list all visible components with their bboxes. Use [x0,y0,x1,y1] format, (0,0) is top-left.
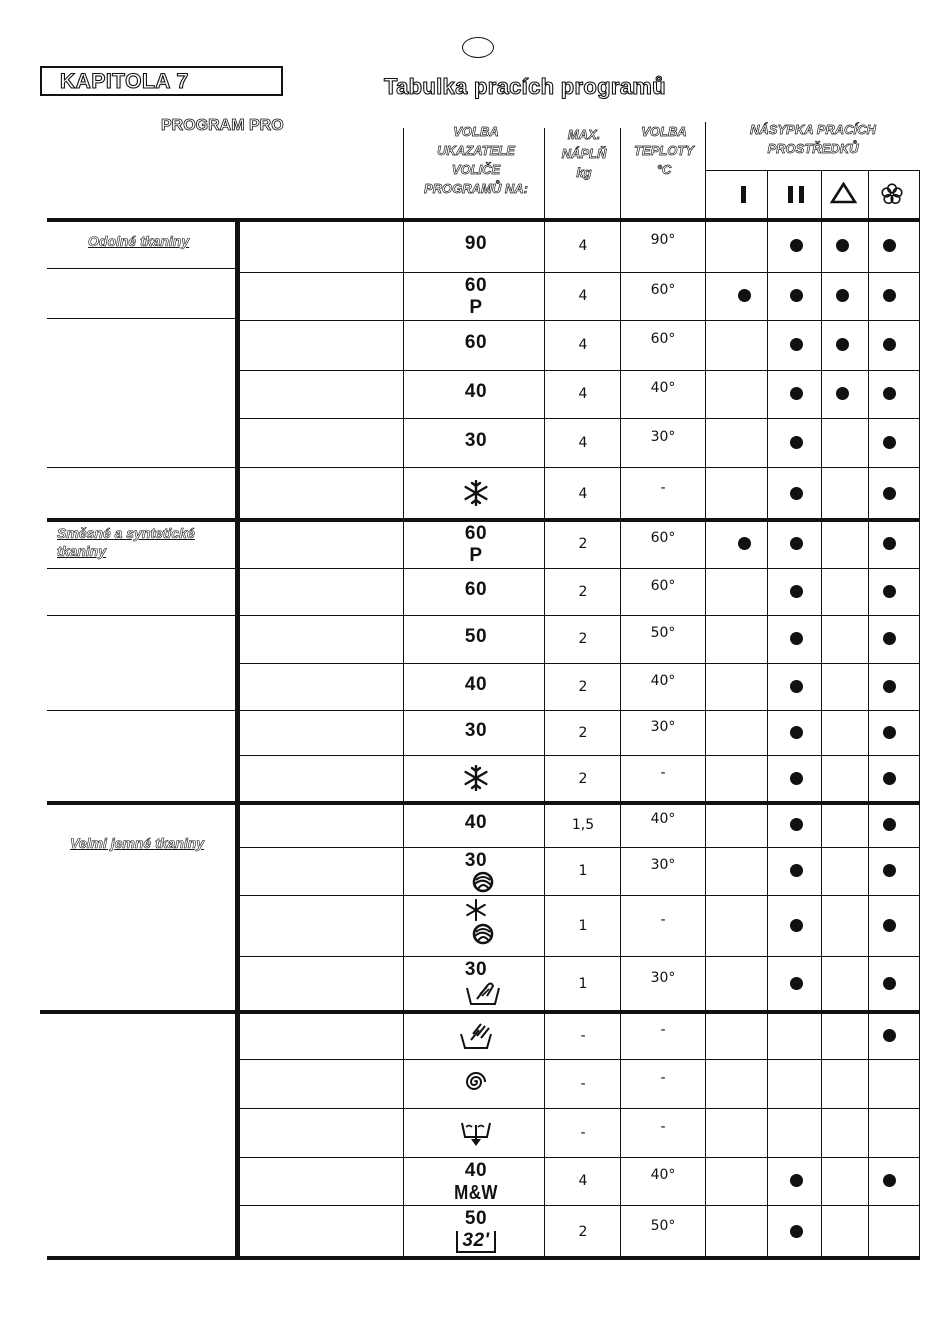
dispenser-dot [738,289,751,302]
rule-bottom [47,1256,920,1260]
dispenser-dot [790,585,803,598]
selector-position [406,524,546,568]
divider-comp-softener [868,170,869,1258]
divider-dispenser [705,122,706,1258]
temperature: 30° [650,857,676,873]
temperature: - [660,1069,666,1086]
temperature: 40° [650,1167,676,1183]
dispenser-dot [883,537,896,550]
prewash-label: P [469,297,483,318]
drain-icon [406,1119,546,1152]
selector-position [406,1022,546,1055]
selector-position [406,234,546,254]
temperature: 60° [650,282,676,298]
dispenser-dot [790,818,803,831]
max-load: - [580,1075,586,1092]
dispenser-dot [883,726,896,739]
max-load: 4 [578,238,588,254]
row-line [240,467,920,468]
compartment-II-icon-right [799,186,804,203]
max-load: 1 [578,917,588,934]
temperature-column-header: VOLBA TEPLOTY °C [634,124,694,177]
dispenser-dot [836,338,849,351]
rule-delicate [47,801,920,805]
row-line [240,370,920,371]
max-load: 2 [578,678,588,695]
row-line [240,418,920,419]
row-line [240,320,920,321]
temperature: 90° [650,232,676,248]
max-load: 1 [578,976,588,992]
divider-comp-bleach [821,170,822,1258]
dispenser-dot [883,680,896,693]
dispenser-dot [836,387,849,400]
dispenser-dot [790,1225,803,1238]
dispenser-dot [790,289,803,302]
dispenser-dot [790,726,803,739]
selector-number: 60 [464,578,488,600]
dispenser-dot [790,387,803,400]
max-load: 2 [578,771,588,787]
dispenser-dot [790,537,803,550]
selector-number: 40 [464,812,488,833]
max-load: 4 [578,386,588,402]
dispenser-dot [883,289,896,302]
dispenser-dot [883,436,896,449]
selector-position [406,1209,546,1253]
rule-top [47,218,920,222]
selector-number: 30 [464,429,488,451]
language-oval [462,37,494,58]
selector-position [406,431,546,451]
category-line [47,568,235,569]
dispenser-dot [883,585,896,598]
max-load: 4 [578,288,588,304]
row-line [240,272,920,273]
selector-position [406,960,546,1011]
dispenser-dot [883,632,896,645]
bleach-triangle-icon [830,182,857,204]
temperature: 40° [650,672,676,689]
selector-position [406,480,546,511]
selector-number: 40 [464,1160,488,1181]
row-line [240,755,920,756]
temperature: - [660,479,666,496]
snowflake-icon [406,765,546,796]
max-load: 2 [578,1223,588,1240]
dispenser-dot [790,1174,803,1187]
selector-position [406,1119,546,1152]
selector-number: 30 [464,719,488,741]
selector-position [406,276,546,320]
selector-number: 90 [464,233,488,254]
temperature: - [660,1021,666,1038]
snowflake-wool-icon [406,899,546,950]
selector-position [406,675,546,695]
program-column-header: PROGRAM PRO [161,117,284,134]
selector-position [406,765,546,796]
dispenser-dot [883,977,896,990]
selector-position [406,813,546,833]
selector-number: 60 [464,523,488,544]
selector-number: 30 [464,850,488,871]
dispenser-dot [790,864,803,877]
max-load: 2 [578,583,588,600]
temperature: 30° [650,970,676,986]
snowflake-icon [406,480,546,511]
dispenser-dot [883,1174,896,1187]
dispenser-dot [790,772,803,785]
divider-selector [403,128,404,1258]
dispenser-dot [790,338,803,351]
dispenser-dot [738,537,751,550]
compartment-I-icon [741,186,746,203]
dispenser-dot [883,487,896,500]
selector-position [406,333,546,353]
dispenser-dot [883,772,896,785]
max-load: 4 [578,337,588,353]
row-line [240,895,920,896]
page-title: Tabulka pracích programů [384,74,666,99]
dispenser-dot [790,919,803,932]
row-line [240,1205,920,1206]
dispenser-dot [836,289,849,302]
dispenser-dot [790,632,803,645]
divider-right [919,170,920,1258]
category-line [47,467,235,468]
selector-position [406,1070,546,1099]
temperature: 60° [650,530,676,546]
row-line [240,956,920,957]
row-line [240,847,920,848]
max-load: 2 [578,631,588,647]
softener-flower-icon [881,183,903,205]
max-load: - [580,1027,586,1044]
max-load: 2 [578,536,588,552]
category-cotton: Odolné tkaniny [88,233,190,249]
selector-position [406,721,546,741]
divider-comp-II [767,170,768,1258]
mix-and-wash-label: M&W [454,1182,498,1204]
max-load: 4 [578,1173,588,1189]
rinse-icon [406,1022,546,1055]
max-load: 4 [578,485,588,502]
chapter-label: KAPITOLA 7 [60,70,189,93]
temperature: 60° [650,577,676,594]
selector-number: 60 [464,275,488,296]
selector-position [406,851,546,898]
temperature: - [660,765,666,781]
row-line [240,710,920,711]
quick-wash-32-label: 32' [406,1229,546,1253]
row-line [240,615,920,616]
dispenser-dot [883,818,896,831]
selector-number: 50 [464,1208,488,1229]
temperature: 50° [650,625,676,641]
dispenser-dot [790,487,803,500]
selector-position [406,580,546,600]
category-synthetic: Směsné a syntetické tkaniny [57,525,195,559]
temperature: 30° [650,428,676,445]
row-line [240,1157,920,1158]
temperature: - [660,1118,666,1135]
selector-position [406,627,546,647]
selector-position [406,1161,546,1205]
category-delicate: Velmi jemné tkaniny [70,835,205,851]
temperature: 60° [650,331,676,347]
handwash-icon [406,980,546,1011]
dispenser-column-header: NÁSYPKA PRACÍCH PROSTŘEDKŮ [750,122,876,156]
dispenser-dot [883,239,896,252]
temperature: - [660,911,666,928]
row-line [240,1108,920,1109]
category-line [47,268,235,269]
category-line [47,318,235,319]
thick-divider-program [235,220,240,1258]
max-load: 4 [578,434,588,451]
max-load: 1,5 [571,817,595,833]
temperature: 40° [650,380,676,396]
rule-synthetic [47,518,920,522]
dispenser-dot [790,977,803,990]
row-line [240,568,920,569]
prewash-label: P [469,545,483,566]
dispenser-dot [790,436,803,449]
selector-column-header: VOLBA UKAZATELE VOLIČE PROGRAMŮ NA: [424,124,528,196]
selector-number: 30 [464,959,488,980]
max-load: 1 [578,863,588,879]
compartment-II-icon-left [788,186,793,203]
wool-icon [406,871,546,898]
selector-number: 40 [464,673,488,695]
selector-number: 60 [464,332,488,353]
row-line [240,1059,920,1060]
category-line [47,710,235,711]
selector-number: 50 [464,626,488,647]
dispenser-dot [883,919,896,932]
dispenser-dot [883,338,896,351]
max-load: - [580,1124,586,1141]
selector-position [406,382,546,402]
divider-temp [620,128,621,1258]
dispenser-dot [883,387,896,400]
dispenser-dot [836,239,849,252]
load-column-header: MAX. NÁPLŇ kg [561,127,607,180]
chapter-box [40,66,283,96]
max-load: 2 [578,724,588,741]
category-line [47,615,235,616]
dispenser-subheader-line [705,170,920,171]
temperature: 30° [650,718,676,735]
selector-number: 40 [464,381,488,402]
temperature: 50° [650,1217,676,1234]
spin-icon [406,1070,546,1099]
row-line [240,663,920,664]
temperature: 40° [650,811,676,827]
dispenser-dot [790,680,803,693]
selector-position [406,899,546,950]
dispenser-dot [883,864,896,877]
dispenser-dot [883,1029,896,1042]
dispenser-dot [790,239,803,252]
